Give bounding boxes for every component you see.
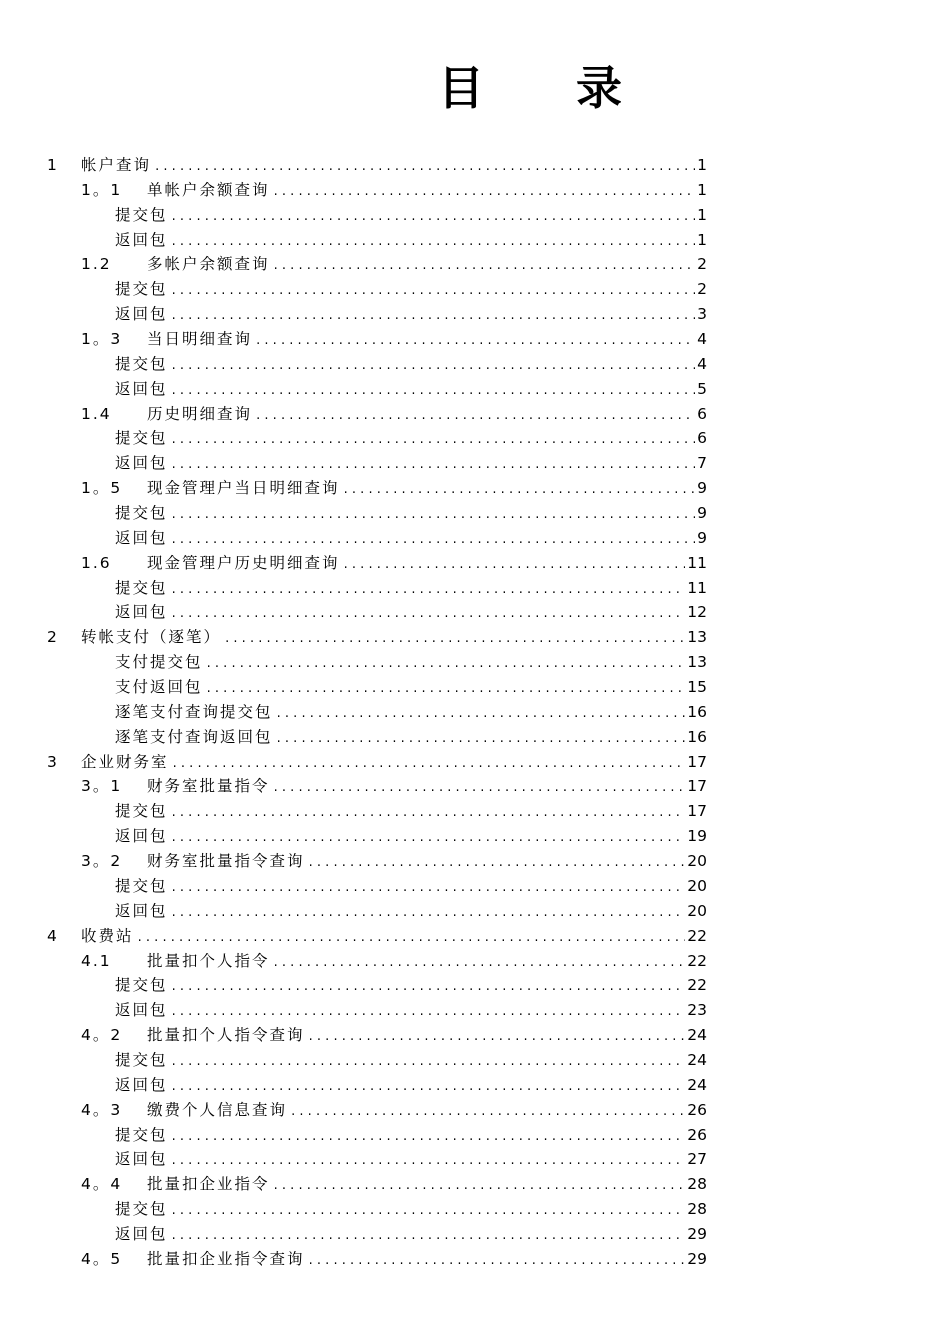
toc-entry[interactable] — [0, 228, 950, 253]
toc-entry-page-number: 11 — [685, 551, 707, 576]
toc-entry-page-number: 4 — [695, 327, 707, 352]
toc-entry-label: 返回包 . . . — [115, 377, 707, 404]
toc-entry-label: 当日明细查询 . . . — [147, 327, 707, 354]
toc-entry-number: 4。2 — [81, 1026, 123, 1045]
toc-entry[interactable] — [0, 252, 950, 277]
toc-entry[interactable] — [0, 377, 950, 402]
toc-entry-number: 4.1 — [81, 951, 112, 970]
toc-entry-label: 返回包 . . . — [115, 1073, 707, 1100]
toc-entry[interactable] — [0, 874, 950, 899]
toc-entry[interactable] — [0, 402, 950, 427]
toc-entry-page-number: 16 — [685, 700, 707, 725]
toc-entry-label: 现金管理户历史明细查询 . . . — [147, 551, 707, 578]
toc-entry[interactable] — [0, 277, 950, 302]
toc-entry-label: 财务室批量指令 . . . — [147, 774, 707, 801]
toc-entry-page-number: 2 — [695, 252, 707, 277]
toc-entry-page-number: 9 — [695, 526, 707, 551]
toc-entry[interactable] — [0, 750, 950, 775]
toc-entry-label: 批量扣个人指令查询 . . . — [147, 1023, 707, 1050]
toc-entry[interactable] — [0, 675, 950, 700]
toc-entry-label: 批量扣企业指令 . . . — [147, 1172, 707, 1199]
toc-entry[interactable] — [0, 998, 950, 1023]
toc-entry-number: 1。3 — [81, 330, 123, 349]
toc-entry-page-number: 26 — [685, 1098, 707, 1123]
toc-entry[interactable] — [0, 600, 950, 625]
toc-entry-page-number: 28 — [685, 1172, 707, 1197]
toc-entry-number: 3。2 — [81, 852, 123, 871]
toc-entry[interactable] — [0, 551, 950, 576]
toc-entry[interactable] — [0, 153, 950, 178]
toc-entry-page-number: 17 — [685, 774, 707, 799]
toc-entry[interactable] — [0, 1073, 950, 1098]
toc-entry-page-number: 29 — [685, 1247, 707, 1272]
toc-entry-label: 提交包 . . . — [115, 1123, 707, 1150]
toc-entry[interactable] — [0, 203, 950, 228]
toc-entry-page-number: 2 — [695, 277, 707, 302]
toc-entry-label: 提交包 . . . — [115, 501, 707, 528]
toc-entry-label: 返回包 . . . — [115, 600, 707, 627]
toc-entry-number: 1.2 — [81, 255, 112, 274]
toc-entry-label: 提交包 . . . — [115, 203, 707, 230]
toc-entry-label: 提交包 . . . — [115, 576, 707, 603]
toc-entry[interactable] — [0, 774, 950, 799]
toc-entry[interactable] — [0, 700, 950, 725]
toc-entry[interactable] — [0, 576, 950, 601]
toc-entry-page-number: 9 — [695, 501, 707, 526]
toc-entry-page-number: 9 — [695, 476, 707, 501]
toc-entry-label: 返回包 . . . — [115, 824, 707, 851]
toc-entry[interactable] — [0, 650, 950, 675]
toc-entry-label: 返回包 . . . — [115, 1147, 707, 1174]
toc-entry-page-number: 6 — [695, 426, 707, 451]
toc-entry-page-number: 15 — [685, 675, 707, 700]
toc-entry-label: 批量扣个人指令 . . . — [147, 949, 707, 976]
toc-entry[interactable] — [0, 1023, 950, 1048]
toc-entry-page-number: 19 — [685, 824, 707, 849]
toc-entry-label: 多帐户余额查询 . . . — [147, 252, 707, 279]
table-of-contents — [0, 153, 950, 1272]
toc-entry-label: 提交包 . . . — [115, 874, 707, 901]
toc-entry[interactable] — [0, 949, 950, 974]
toc-entry[interactable] — [0, 899, 950, 924]
toc-entry-number: 3。1 — [81, 777, 123, 796]
toc-entry[interactable] — [0, 1247, 950, 1272]
toc-entry[interactable] — [0, 302, 950, 327]
toc-entry-page-number: 12 — [685, 600, 707, 625]
toc-entry-label: 返回包 . . . — [115, 451, 707, 478]
toc-entry[interactable] — [0, 426, 950, 451]
toc-entry[interactable] — [0, 924, 950, 949]
toc-entry-label: 单帐户余额查询 . . . — [147, 178, 707, 205]
toc-entry-label: 返回包 . . . — [115, 1222, 707, 1249]
toc-entry-label: 提交包 . . . — [115, 799, 707, 826]
toc-entry-page-number: 28 — [685, 1197, 707, 1222]
toc-entry-page-number: 11 — [685, 576, 707, 601]
toc-entry[interactable] — [0, 1222, 950, 1247]
toc-entry-page-number: 17 — [685, 750, 707, 775]
toc-entry[interactable] — [0, 1048, 950, 1073]
toc-entry-number: 1.6 — [81, 553, 112, 572]
toc-entry-number: 3 — [47, 752, 59, 771]
toc-entry-label: 提交包 . . . — [115, 352, 707, 379]
toc-entry-label: 提交包 . . . — [115, 1048, 707, 1075]
toc-entry-number: 1.4 — [81, 404, 112, 423]
toc-entry-label: 财务室批量指令查询 . . . — [147, 849, 707, 876]
toc-entry-page-number: 20 — [685, 849, 707, 874]
toc-entry-page-number: 5 — [695, 377, 707, 402]
toc-entry-label: 逐笔支付查询提交包 . . . — [115, 700, 707, 727]
toc-entry[interactable] — [0, 352, 950, 377]
toc-entry-page-number: 7 — [695, 451, 707, 476]
toc-entry[interactable] — [0, 849, 950, 874]
toc-entry-label: 帐户查询 . . . — [81, 153, 707, 180]
toc-entry-label: 收费站 . . . — [81, 924, 707, 951]
toc-entry-label: 返回包 . . . — [115, 526, 707, 553]
toc-entry[interactable] — [0, 1197, 950, 1222]
toc-entry[interactable] — [0, 451, 950, 476]
toc-entry-page-number: 17 — [685, 799, 707, 824]
toc-entry-page-number: 24 — [685, 1048, 707, 1073]
toc-entry-label: 返回包 . . . — [115, 228, 707, 255]
toc-entry-number: 4。3 — [81, 1100, 123, 1119]
toc-entry-label: 提交包 . . . — [115, 973, 707, 1000]
toc-entry-page-number: 26 — [685, 1123, 707, 1148]
toc-entry-page-number: 16 — [685, 725, 707, 750]
toc-entry[interactable] — [0, 625, 950, 650]
toc-entry-page-number: 3 — [695, 302, 707, 327]
toc-entry-label: 提交包 . . . — [115, 1197, 707, 1224]
toc-entry-page-number: 24 — [685, 1023, 707, 1048]
toc-entry-page-number: 22 — [685, 924, 707, 949]
toc-entry-page-number: 6 — [695, 402, 707, 427]
toc-entry-label: 返回包 . . . — [115, 899, 707, 926]
toc-entry-number: 1。5 — [81, 479, 123, 498]
toc-entry-label: 现金管理户当日明细查询 . . . — [147, 476, 707, 503]
toc-entry[interactable] — [0, 824, 950, 849]
page-title: 目 录 — [438, 61, 622, 115]
toc-entry[interactable] — [0, 725, 950, 750]
toc-entry[interactable] — [0, 1147, 950, 1172]
toc-entry-label: 支付提交包 . . . — [115, 650, 707, 677]
toc-entry[interactable] — [0, 1098, 950, 1123]
toc-entry[interactable] — [0, 476, 950, 501]
toc-entry-number: 1 — [47, 156, 59, 174]
toc-entry[interactable] — [0, 973, 950, 998]
toc-entry-label: 返回包 . . . — [115, 302, 707, 329]
toc-entry-label: 转帐支付（逐笔） . . . — [81, 625, 707, 652]
toc-entry-page-number: 23 — [685, 998, 707, 1023]
toc-entry-page-number: 29 — [685, 1222, 707, 1247]
toc-entry-label: 批量扣企业指令查询 . . . — [147, 1247, 707, 1274]
toc-entry-label: 历史明细查询 . . . — [147, 402, 707, 429]
toc-entry-page-number: 20 — [685, 899, 707, 924]
toc-entry-label: 提交包 . . . — [115, 426, 707, 453]
toc-entry-page-number: 24 — [685, 1073, 707, 1098]
toc-entry-page-number: 13 — [685, 650, 707, 675]
toc-entry[interactable] — [0, 1123, 950, 1148]
toc-entry[interactable] — [0, 178, 950, 203]
toc-entry-page-number: 22 — [685, 973, 707, 998]
toc-entry-page-number: 1 — [695, 153, 707, 178]
toc-entry[interactable] — [0, 799, 950, 824]
toc-entry-number: 4。5 — [81, 1249, 123, 1268]
toc-entry[interactable] — [0, 501, 950, 526]
toc-entry-page-number: 4 — [695, 352, 707, 377]
toc-entry-label: 逐笔支付查询返回包 . . . — [115, 725, 707, 752]
toc-entry-page-number: 13 — [685, 625, 707, 650]
toc-entry-page-number: 1 — [695, 228, 707, 253]
toc-entry[interactable] — [0, 1172, 950, 1197]
toc-entry-number: 4。4 — [81, 1175, 123, 1194]
toc-entry-page-number: 1 — [695, 178, 707, 203]
toc-entry[interactable] — [0, 327, 950, 352]
toc-entry-label: 提交包 . . . — [115, 277, 707, 304]
toc-entry-number: 4 — [47, 926, 59, 945]
toc-entry-page-number: 1 — [695, 203, 707, 228]
toc-entry-label: 返回包 . . . — [115, 998, 707, 1025]
toc-entry-number: 1。1 — [81, 180, 123, 199]
toc-entry-page-number: 20 — [685, 874, 707, 899]
toc-entry-label: 缴费个人信息查询 . . . — [147, 1098, 707, 1125]
toc-entry-label: 支付返回包 . . . — [115, 675, 707, 702]
toc-entry-page-number: 27 — [685, 1147, 707, 1172]
toc-entry[interactable] — [0, 526, 950, 551]
toc-entry-label: 企业财务室 . . . — [81, 750, 707, 777]
toc-entry-page-number: 22 — [685, 949, 707, 974]
toc-entry-number: 2 — [47, 628, 59, 647]
